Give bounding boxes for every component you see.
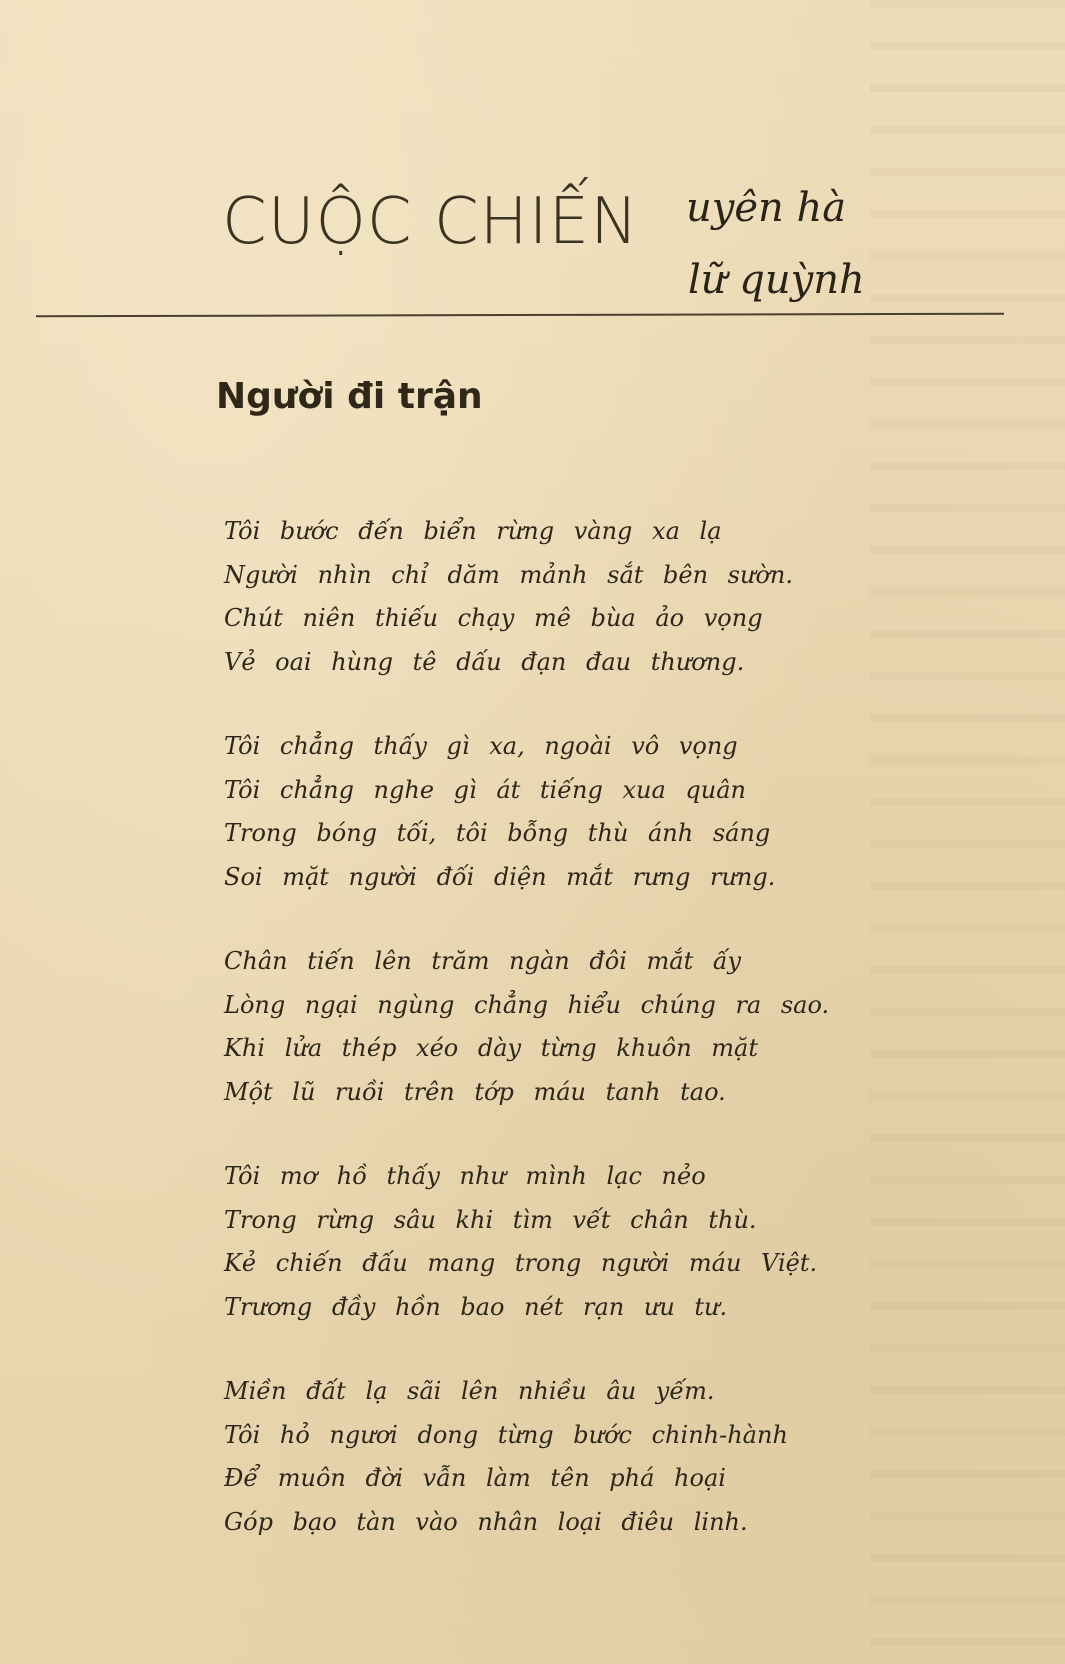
poem-line: Soi mặt người đối diện mắt rưng rưng.: [224, 862, 776, 891]
poem-line: Tôi hỏ ngươi dong từng bước chinh-hành: [224, 1420, 788, 1449]
poem-line: Trong bóng tối, tôi bỗng thù ánh sáng: [224, 819, 771, 847]
poem-line: Tôi chẳng nghe gì át tiếng xua quân: [224, 775, 746, 804]
poem-line: Người nhìn chỉ dăm mảnh sắt bên sườn.: [224, 560, 793, 589]
authors-block: [686, 172, 865, 316]
title-divider-rule: [36, 313, 1004, 318]
poem-line: Miền đất lạ sãi lên nhiều âu yếm.: [224, 1377, 715, 1405]
poem-stanza: [224, 1370, 864, 1544]
reverse-side-bleed-through: [870, 0, 1065, 1664]
poem-line: Khi lửa thép xéo dày từng khuôn mặt: [224, 1034, 758, 1062]
poem-stanza: [224, 1155, 864, 1329]
author-name: lữ quỳnh: [688, 257, 865, 303]
poem-line: Góp bạo tàn vào nhân loại điêu linh.: [224, 1507, 748, 1536]
poem-stanza: [224, 725, 864, 899]
poem-line: Tôi chẳng thấy gì xa, ngoài vô vọng: [224, 732, 738, 760]
poem-line: Trong rừng sâu khi tìm vết chân thù.: [224, 1205, 757, 1234]
poem-line: Một lũ ruồi trên tớp máu tanh tao.: [224, 1077, 726, 1106]
poem-line: Trương đầy hồn bao nét rạn ưu tư.: [224, 1292, 728, 1321]
poem-line: Lòng ngại ngùng chẳng hiểu chúng ra sao.: [224, 990, 830, 1019]
poem-line: Chân tiến lên trăm ngàn đôi mắt ấy: [224, 947, 742, 975]
poem-body: [224, 510, 864, 1585]
poem-line: Tôi bước đến biển rừng vàng xa lạ: [224, 517, 722, 545]
author-name: uyên hà: [686, 185, 847, 231]
poem-line: Tôi mơ hồ thấy như mình lạc nẻo: [224, 1162, 706, 1190]
section-title-block: [222, 185, 639, 259]
poem-line: Chút niên thiếu chạy mê bùa ảo vọng: [224, 604, 763, 632]
poem-stanza: [224, 940, 864, 1114]
section-title: CUỘC CHIẾN: [222, 185, 639, 259]
poem-stanza: [224, 510, 864, 684]
poem-line: Vẻ oai hùng tê dấu đạn đau thương.: [224, 647, 745, 676]
poem-line: Kẻ chiến đấu mang trong người máu Việt.: [224, 1249, 818, 1277]
poem-title: Người đi trận: [216, 376, 483, 417]
poem-line: Để muôn đời vẫn làm tên phá hoại: [224, 1464, 726, 1492]
